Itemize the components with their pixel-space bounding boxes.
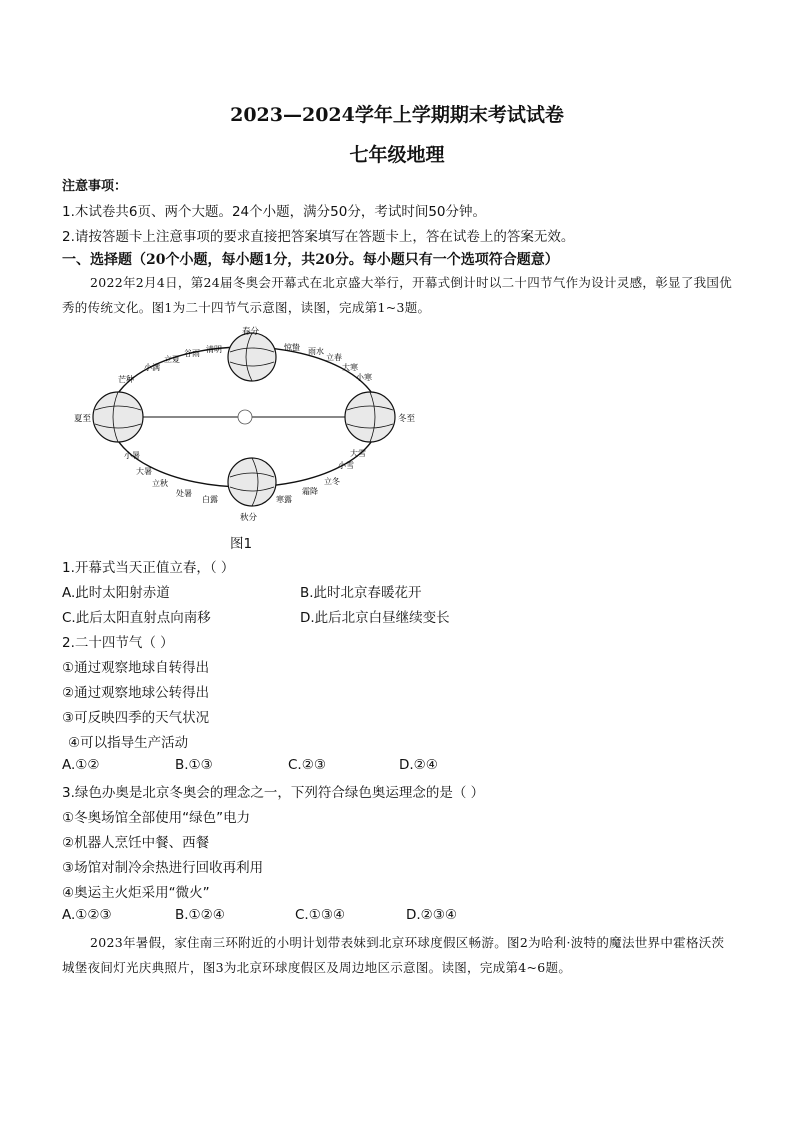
term-mangzhong: 芒种 — [118, 375, 134, 384]
notes-heading: 注意事项： — [62, 179, 128, 194]
term-lichun: 立春 — [326, 353, 342, 362]
q3-statement-3: ③场馆对制冷余热进行回收再利用 — [62, 860, 264, 876]
q3-stem: 3.绿色办奥是北京冬奥会的理念之一，下列符合绿色奥运理念的是（ ） — [62, 785, 485, 801]
term-dashu: 大暑 — [136, 467, 152, 476]
term-lixia: 立夏 — [164, 355, 180, 364]
q3-option-c[interactable]: C.①③④ — [295, 907, 346, 923]
q1-option-c[interactable]: C.此后太阳直射点向南移 — [62, 610, 211, 626]
term-hanlu: 寒露 — [276, 495, 292, 504]
section-heading: 一、选择题（20个小题，每小题1分，共20分。每小题只有一个选项符合题意） — [62, 252, 559, 268]
q2-statement-3: ③可反映四季的天气状况 — [62, 710, 210, 726]
q2-option-d[interactable]: D.②④ — [399, 757, 438, 773]
figure-1-caption: 图1 — [230, 536, 253, 552]
term-chushu: 处暑 — [176, 489, 192, 498]
q3-statement-2: ②机器人烹饪中餐、西餐 — [62, 835, 210, 851]
term-chunfen: 春分 — [242, 327, 260, 337]
q2-statement-1: ①通过观察地球自转得出 — [62, 660, 210, 676]
term-xiazhi: 夏至 — [74, 414, 92, 424]
term-liqiu: 立秋 — [152, 479, 168, 488]
term-yushui: 雨水 — [308, 347, 324, 356]
exam-subtitle: 七年级地理 — [349, 144, 445, 166]
q3-option-d[interactable]: D.②③④ — [406, 907, 457, 923]
intro-paragraph-1: 2022年2月4日，第24届冬奥会开幕式在北京盛大举行，开幕式倒计时以二十四节气作为设计灵感，彰显了我国优秀的传统文化。图1为二十四节气示意图，读图，完成第1~3题。 — [62, 275, 733, 315]
q3-statement-4: ④奥运主火炬采用“微火” — [62, 885, 210, 901]
term-qiufen: 秋分 — [240, 513, 258, 523]
q3-option-a[interactable]: A.①②③ — [62, 907, 112, 923]
term-jingzhe: 惊蛰 — [284, 343, 300, 352]
term-dahan: 大寒 — [342, 363, 358, 372]
term-bailu: 白露 — [202, 495, 218, 504]
note-item-2: 2.请按答题卡上注意事项的要求直接把答案填写在答题卡上，答在试卷上的答案无效。 — [62, 229, 575, 245]
note-item-1: 1.木试卷共6页、两个大题。24个小题，满分50分，考试时间50分钟。 — [62, 204, 487, 220]
intro-paragraph-2: 2023年暑假，家住南三环附近的小明计划带表妹到北京环球度假区畅游。图2为哈利·波特的魔法世界中霍格沃茨城堡夜间灯光庆典照片，图3为北京环球度假区及周边地区示意图。读图，完成第4~6题。 — [62, 935, 725, 975]
term-qingming: 清明 — [206, 345, 222, 354]
term-xiaoxue: 小雪 — [338, 461, 354, 470]
term-guyu: 谷雨 — [184, 349, 200, 358]
q2-statement-4: ④可以指导生产活动 — [68, 735, 189, 751]
term-xiaoman: 小满 — [144, 363, 160, 372]
exam-title: 2023—2024学年上学期期末考试试卷 — [230, 104, 564, 126]
q2-stem: 2.二十四节气（ ） — [62, 635, 174, 651]
q2-option-c[interactable]: C.②③ — [288, 757, 326, 773]
q2-option-a[interactable]: A.①② — [62, 757, 100, 773]
earth-globe-spring — [228, 333, 276, 381]
q3-option-b[interactable]: B.①②④ — [175, 907, 225, 923]
q1-option-a[interactable]: A.此时太阳射赤道 — [62, 585, 170, 601]
earth-globe-summer — [93, 392, 143, 442]
q1-option-d[interactable]: D.此后北京白昼继续变长 — [300, 610, 450, 626]
sun-icon — [238, 410, 252, 424]
earth-globe-winter — [345, 392, 395, 442]
q1-stem: 1.开幕式当天正值立春，（ ） — [62, 560, 235, 576]
earth-globe-autumn — [228, 458, 276, 506]
term-daxue: 大雪 — [350, 449, 366, 458]
solar-terms-figure — [74, 322, 416, 523]
term-dongzhi: 冬至 — [398, 414, 416, 424]
term-xiaoshu: 小暑 — [124, 451, 140, 460]
q2-statement-2: ②通过观察地球公转得出 — [62, 685, 210, 701]
term-shuangjiang: 霜降 — [302, 487, 318, 496]
term-xiaohan: 小寒 — [356, 373, 372, 382]
q2-option-b[interactable]: B.①③ — [175, 757, 213, 773]
term-lidong: 立冬 — [324, 477, 340, 486]
q3-statement-1: ①冬奥场馆全部使用“绿色”电力 — [62, 810, 251, 826]
q1-option-b[interactable]: B.此时北京春暖花开 — [300, 585, 422, 601]
